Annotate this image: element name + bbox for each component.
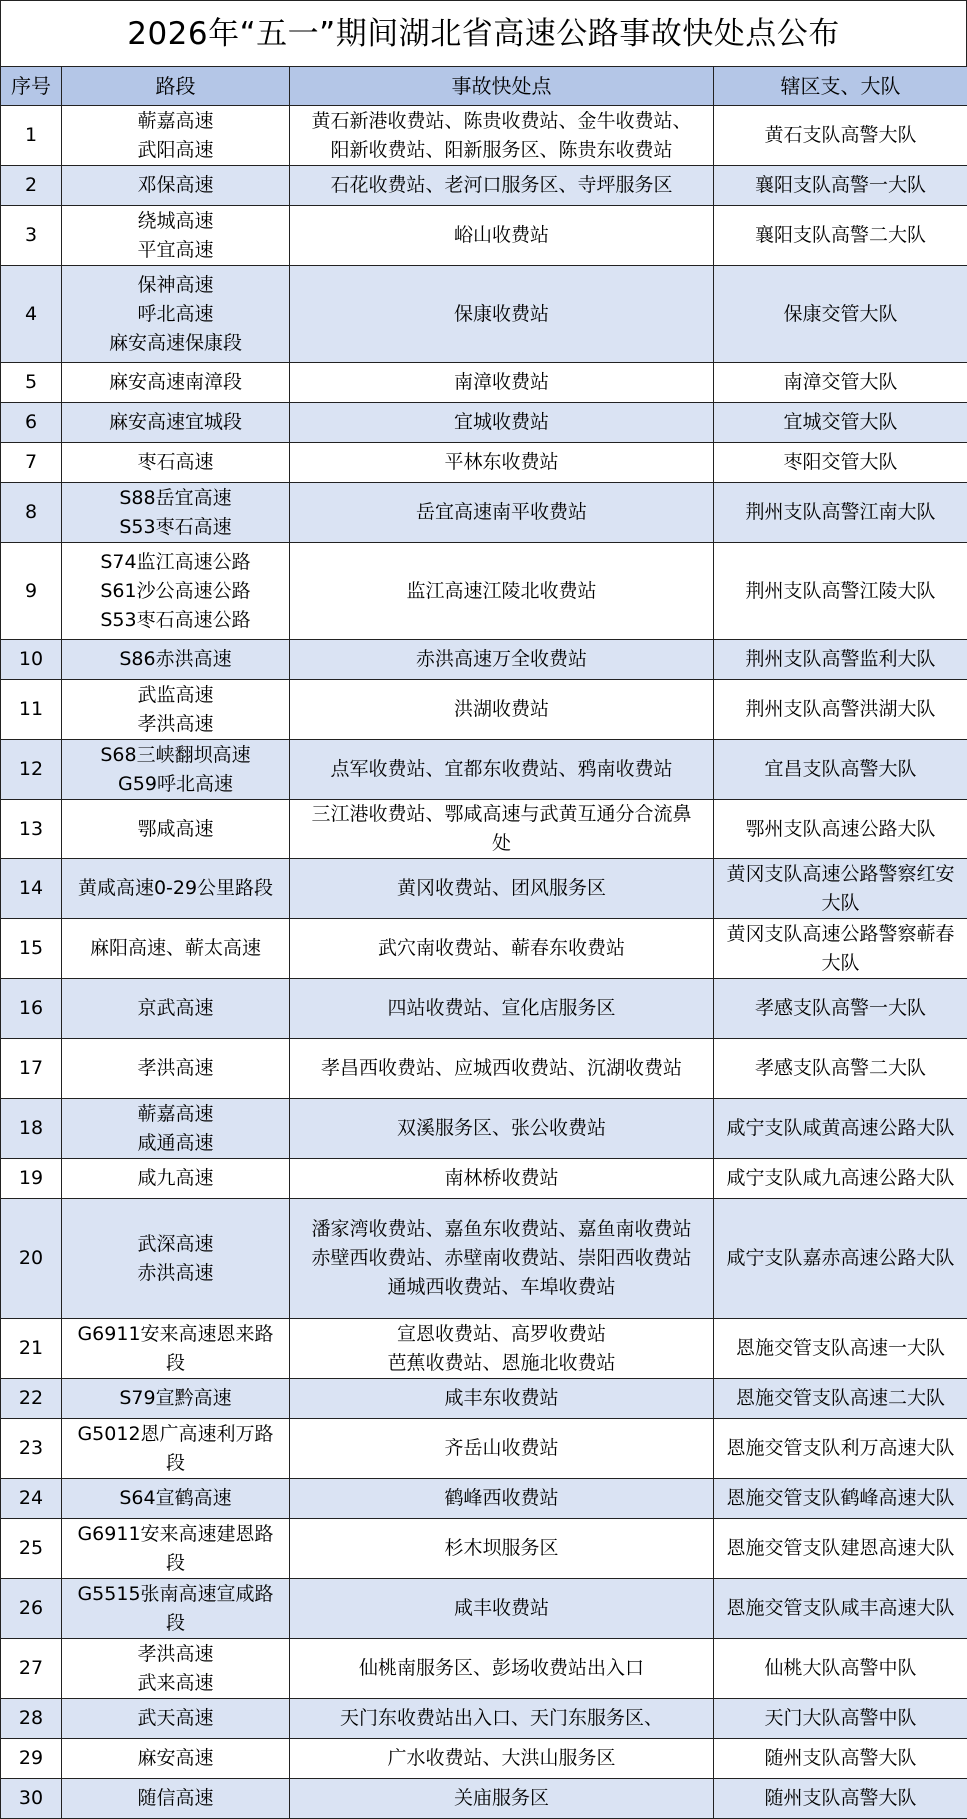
cell-unit-line: 恩施交管支队利万高速大队 xyxy=(716,1434,965,1463)
cell-unit-line: 恩施交管支队建恩高速大队 xyxy=(716,1534,965,1563)
cell-road-line: 绕城高速 xyxy=(64,207,287,236)
cell-points xyxy=(290,1579,714,1639)
cell-points xyxy=(290,800,714,859)
table-row xyxy=(1,740,967,800)
cell-unit xyxy=(714,1379,967,1419)
cell-road-line: 咸通高速 xyxy=(64,1129,287,1158)
cell-points-line: 石花收费站、老河口服务区、寺坪服务区 xyxy=(292,171,711,200)
cell-points-line: 峪山收费站 xyxy=(292,221,711,250)
cell-points xyxy=(290,740,714,800)
cell-points-line: 关庙服务区 xyxy=(292,1784,711,1813)
cell-no: 15 xyxy=(1,919,62,979)
cell-unit-line: 咸宁支队咸九高速公路大队 xyxy=(716,1164,965,1193)
cell-road-line: 武深高速 xyxy=(64,1230,287,1259)
cell-road-line: 段 xyxy=(64,1549,287,1578)
table-row xyxy=(1,443,967,483)
table-row xyxy=(1,1639,967,1699)
cell-road-line: 段 xyxy=(64,1449,287,1478)
table-row xyxy=(1,363,967,403)
table-row xyxy=(1,1039,967,1099)
cell-points xyxy=(290,1779,714,1819)
cell-points-line: 平林东收费站 xyxy=(292,448,711,477)
cell-unit-line: 大队 xyxy=(716,949,965,978)
cell-road xyxy=(62,800,290,859)
cell-road-line: 蕲嘉高速 xyxy=(64,1100,287,1129)
cell-unit xyxy=(714,1039,967,1099)
cell-points xyxy=(290,1379,714,1419)
cell-road xyxy=(62,1639,290,1699)
cell-points-line: 鹤峰西收费站 xyxy=(292,1484,711,1513)
cell-road-line: 保神高速 xyxy=(64,271,287,300)
cell-points xyxy=(290,166,714,206)
cell-points-line: 通城西收费站、车埠收费站 xyxy=(292,1273,711,1302)
cell-points xyxy=(290,1699,714,1739)
table-row xyxy=(1,166,967,206)
cell-road xyxy=(62,206,290,266)
table-row xyxy=(1,979,967,1039)
cell-unit-line: 大队 xyxy=(716,889,965,918)
cell-road xyxy=(62,979,290,1039)
cell-unit xyxy=(714,1639,967,1699)
cell-road xyxy=(62,919,290,979)
cell-points xyxy=(290,1319,714,1379)
cell-unit-line: 黄石支队高警大队 xyxy=(716,121,965,150)
cell-unit-line: 荆州支队高警监利大队 xyxy=(716,645,965,674)
cell-points xyxy=(290,1039,714,1099)
cell-unit-line: 宜城交管大队 xyxy=(716,408,965,437)
cell-unit-line: 天门大队高警中队 xyxy=(716,1704,965,1733)
cell-road xyxy=(62,1039,290,1099)
header-unit: 辖区支、大队 xyxy=(714,67,967,106)
table-row xyxy=(1,1519,967,1579)
cell-road-line: S86赤洪高速 xyxy=(64,645,287,674)
cell-road xyxy=(62,1519,290,1579)
cell-unit-line: 孝感支队高警二大队 xyxy=(716,1054,965,1083)
cell-no: 27 xyxy=(1,1639,62,1699)
table-row xyxy=(1,206,967,266)
cell-road xyxy=(62,1099,290,1159)
cell-unit-line: 襄阳支队高警二大队 xyxy=(716,221,965,250)
cell-points xyxy=(290,1099,714,1159)
cell-points-line: 黄冈收费站、团风服务区 xyxy=(292,874,711,903)
cell-points-line: 广水收费站、大洪山服务区 xyxy=(292,1744,711,1773)
cell-no: 14 xyxy=(1,859,62,919)
header-no: 序号 xyxy=(1,67,62,106)
cell-road-line: G6911安来高速恩来路 xyxy=(64,1320,287,1349)
table-row xyxy=(1,1099,967,1159)
cell-road xyxy=(62,1319,290,1379)
cell-unit xyxy=(714,640,967,680)
cell-road-line: 段 xyxy=(64,1349,287,1378)
cell-points-line: 齐岳山收费站 xyxy=(292,1434,711,1463)
cell-points xyxy=(290,1419,714,1479)
cell-road-line: 赤洪高速 xyxy=(64,1259,287,1288)
cell-points-line: 黄石新港收费站、陈贵收费站、金牛收费站、 xyxy=(292,107,711,136)
cell-unit xyxy=(714,1319,967,1379)
cell-points xyxy=(290,363,714,403)
cell-unit-line: 宜昌支队高警大队 xyxy=(716,755,965,784)
cell-points xyxy=(290,206,714,266)
cell-points-line: 仙桃南服务区、彭场收费站出入口 xyxy=(292,1654,711,1683)
cell-road-line: S68三峡翻坝高速 xyxy=(64,741,287,770)
cell-unit xyxy=(714,106,967,166)
cell-road-line: S53枣石高速公路 xyxy=(64,606,287,635)
table-row xyxy=(1,1779,967,1819)
table-row xyxy=(1,266,967,363)
table-row xyxy=(1,1319,967,1379)
cell-points-line: 点军收费站、宜都东收费站、鸦南收费站 xyxy=(292,755,711,784)
cell-unit-line: 恩施交管支队咸丰高速大队 xyxy=(716,1594,965,1623)
cell-unit-line: 南漳交管大队 xyxy=(716,368,965,397)
cell-road xyxy=(62,1479,290,1519)
cell-points xyxy=(290,640,714,680)
cell-unit xyxy=(714,919,967,979)
cell-points-line: 四站收费站、宣化店服务区 xyxy=(292,994,711,1023)
cell-road xyxy=(62,1739,290,1779)
cell-road-line: 武监高速 xyxy=(64,681,287,710)
table-row xyxy=(1,543,967,640)
cell-no: 9 xyxy=(1,543,62,640)
cell-road-line: S61沙公高速公路 xyxy=(64,577,287,606)
cell-points xyxy=(290,403,714,443)
cell-no: 2 xyxy=(1,166,62,206)
cell-road xyxy=(62,1379,290,1419)
cell-points-line: 赤洪高速万全收费站 xyxy=(292,645,711,674)
cell-road-line: 黄咸高速0-29公里路段 xyxy=(64,874,287,903)
cell-points xyxy=(290,266,714,363)
cell-no: 1 xyxy=(1,106,62,166)
table-row xyxy=(1,1199,967,1319)
header-points: 事故快处点 xyxy=(290,67,714,106)
table-body xyxy=(1,106,967,1819)
cell-unit-line: 鄂州支队高速公路大队 xyxy=(716,815,965,844)
cell-no: 29 xyxy=(1,1739,62,1779)
cell-points-line: 洪湖收费站 xyxy=(292,695,711,724)
table-row xyxy=(1,483,967,543)
cell-road xyxy=(62,1779,290,1819)
cell-road-line: S64宣鹤高速 xyxy=(64,1484,287,1513)
cell-road-line: S79宣黔高速 xyxy=(64,1384,287,1413)
cell-no: 19 xyxy=(1,1159,62,1199)
cell-no: 24 xyxy=(1,1479,62,1519)
cell-points xyxy=(290,543,714,640)
cell-road-line: 枣石高速 xyxy=(64,448,287,477)
cell-points xyxy=(290,483,714,543)
cell-points-line: 咸丰收费站 xyxy=(292,1594,711,1623)
cell-unit xyxy=(714,1479,967,1519)
cell-points-line: 武穴南收费站、蕲春东收费站 xyxy=(292,934,711,963)
cell-points xyxy=(290,1159,714,1199)
cell-road xyxy=(62,363,290,403)
cell-road-line: 随信高速 xyxy=(64,1784,287,1813)
cell-points-line: 孝昌西收费站、应城西收费站、沉湖收费站 xyxy=(292,1054,711,1083)
cell-points-line: 宣恩收费站、高罗收费站 xyxy=(292,1320,711,1349)
header-road: 路段 xyxy=(62,67,290,106)
cell-points-line: 监江高速江陵北收费站 xyxy=(292,577,711,606)
cell-no: 16 xyxy=(1,979,62,1039)
cell-no: 28 xyxy=(1,1699,62,1739)
cell-unit xyxy=(714,266,967,363)
cell-road-line: 蕲嘉高速 xyxy=(64,107,287,136)
table-row xyxy=(1,859,967,919)
cell-unit xyxy=(714,1579,967,1639)
cell-road xyxy=(62,166,290,206)
cell-points-line: 三江港收费站、鄂咸高速与武黄互通分合流鼻 xyxy=(292,800,711,829)
cell-points-line: 咸丰东收费站 xyxy=(292,1384,711,1413)
cell-road xyxy=(62,443,290,483)
cell-points xyxy=(290,979,714,1039)
cell-road-line: 孝洪高速 xyxy=(64,710,287,739)
cell-road xyxy=(62,640,290,680)
cell-no: 3 xyxy=(1,206,62,266)
cell-unit-line: 孝感支队高警一大队 xyxy=(716,994,965,1023)
cell-road xyxy=(62,680,290,740)
cell-road-line: 平宜高速 xyxy=(64,236,287,265)
cell-unit-line: 随州支队高警大队 xyxy=(716,1784,965,1813)
cell-unit-line: 荆州支队高警洪湖大队 xyxy=(716,695,965,724)
cell-unit-line: 咸宁支队嘉赤高速公路大队 xyxy=(716,1244,965,1273)
cell-unit xyxy=(714,1519,967,1579)
cell-points xyxy=(290,859,714,919)
cell-road-line: G5515张南高速宣咸路 xyxy=(64,1580,287,1609)
cell-road-line: S74监江高速公路 xyxy=(64,548,287,577)
table-row xyxy=(1,403,967,443)
cell-road-line: 邓保高速 xyxy=(64,171,287,200)
cell-road xyxy=(62,740,290,800)
cell-no: 13 xyxy=(1,800,62,859)
cell-points-line: 保康收费站 xyxy=(292,300,711,329)
table-row xyxy=(1,1159,967,1199)
cell-road xyxy=(62,1419,290,1479)
cell-road-line: G5012恩广高速利万路 xyxy=(64,1420,287,1449)
cell-road-line: 麻阳高速、蕲太高速 xyxy=(64,934,287,963)
cell-road-line: 武天高速 xyxy=(64,1704,287,1733)
table-row xyxy=(1,1419,967,1479)
table-row xyxy=(1,680,967,740)
cell-points xyxy=(290,1639,714,1699)
cell-road-line: 麻安高速宜城段 xyxy=(64,408,287,437)
cell-points xyxy=(290,919,714,979)
cell-no: 8 xyxy=(1,483,62,543)
cell-road-line: 京武高速 xyxy=(64,994,287,1023)
cell-road-line: 麻安高速保康段 xyxy=(64,329,287,358)
table-row xyxy=(1,800,967,859)
cell-unit-line: 恩施交管支队高速一大队 xyxy=(716,1334,965,1363)
header-row xyxy=(1,67,967,106)
cell-points-line: 天门东收费站出入口、天门东服务区、 xyxy=(292,1704,711,1733)
cell-points xyxy=(290,106,714,166)
table-row xyxy=(1,1699,967,1739)
cell-no: 4 xyxy=(1,266,62,363)
cell-road-line: G6911安来高速建恩路 xyxy=(64,1520,287,1549)
cell-unit xyxy=(714,543,967,640)
cell-points-line: 宜城收费站 xyxy=(292,408,711,437)
cell-road-line: S53枣石高速 xyxy=(64,513,287,542)
cell-road xyxy=(62,106,290,166)
table-row xyxy=(1,919,967,979)
cell-no: 18 xyxy=(1,1099,62,1159)
cell-no: 5 xyxy=(1,363,62,403)
table-row xyxy=(1,1579,967,1639)
cell-no: 20 xyxy=(1,1199,62,1319)
cell-unit xyxy=(714,1199,967,1319)
cell-road xyxy=(62,1199,290,1319)
cell-no: 7 xyxy=(1,443,62,483)
cell-points-line: 杉木坝服务区 xyxy=(292,1534,711,1563)
cell-unit-line: 咸宁支队咸黄高速公路大队 xyxy=(716,1114,965,1143)
cell-no: 6 xyxy=(1,403,62,443)
cell-no: 26 xyxy=(1,1579,62,1639)
cell-road-line: 孝洪高速 xyxy=(64,1640,287,1669)
cell-road-line: G59呼北高速 xyxy=(64,770,287,799)
cell-points-line: 阳新收费站、阳新服务区、陈贵东收费站 xyxy=(292,136,711,165)
cell-unit-line: 枣阳交管大队 xyxy=(716,448,965,477)
cell-road xyxy=(62,403,290,443)
cell-points-line: 赤壁西收费站、赤壁南收费站、崇阳西收费站 xyxy=(292,1244,711,1273)
cell-unit xyxy=(714,1159,967,1199)
cell-unit xyxy=(714,403,967,443)
cell-no: 11 xyxy=(1,680,62,740)
cell-road-line: 鄂咸高速 xyxy=(64,815,287,844)
cell-road-line: 武来高速 xyxy=(64,1669,287,1698)
cell-points xyxy=(290,1199,714,1319)
table-row xyxy=(1,106,967,166)
cell-no: 12 xyxy=(1,740,62,800)
cell-road-line: 武阳高速 xyxy=(64,136,287,165)
cell-points-line: 处 xyxy=(292,829,711,858)
cell-road-line: 呼北高速 xyxy=(64,300,287,329)
cell-road xyxy=(62,483,290,543)
cell-unit-line: 恩施交管支队高速二大队 xyxy=(716,1384,965,1413)
table-title: 2026年“五一”期间湖北省高速公路事故快处点公布 xyxy=(0,0,967,66)
cell-points xyxy=(290,1519,714,1579)
cell-unit xyxy=(714,1419,967,1479)
cell-points-line: 芭蕉收费站、恩施北收费站 xyxy=(292,1349,711,1378)
cell-points xyxy=(290,680,714,740)
cell-no: 21 xyxy=(1,1319,62,1379)
cell-unit-line: 黄冈支队高速公路警察蕲春 xyxy=(716,920,965,949)
cell-unit-line: 恩施交管支队鹤峰高速大队 xyxy=(716,1484,965,1513)
cell-unit-line: 保康交管大队 xyxy=(716,300,965,329)
cell-road-line: S88岳宜高速 xyxy=(64,484,287,513)
cell-unit-line: 随州支队高警大队 xyxy=(716,1744,965,1773)
cell-points xyxy=(290,1479,714,1519)
cell-unit-line: 襄阳支队高警一大队 xyxy=(716,171,965,200)
cell-points xyxy=(290,1739,714,1779)
accident-points-table xyxy=(0,66,967,1819)
cell-unit xyxy=(714,363,967,403)
cell-road xyxy=(62,543,290,640)
cell-unit xyxy=(714,859,967,919)
cell-unit xyxy=(714,680,967,740)
cell-unit xyxy=(714,740,967,800)
cell-no: 17 xyxy=(1,1039,62,1099)
table-row xyxy=(1,1379,967,1419)
cell-no: 10 xyxy=(1,640,62,680)
cell-points-line: 南漳收费站 xyxy=(292,368,711,397)
cell-road-line: 孝洪高速 xyxy=(64,1054,287,1083)
cell-unit xyxy=(714,1739,967,1779)
cell-points-line: 潘家湾收费站、嘉鱼东收费站、嘉鱼南收费站 xyxy=(292,1215,711,1244)
cell-no: 22 xyxy=(1,1379,62,1419)
cell-unit-line: 仙桃大队高警中队 xyxy=(716,1654,965,1683)
cell-road xyxy=(62,859,290,919)
table-row xyxy=(1,640,967,680)
cell-road-line: 咸九高速 xyxy=(64,1164,287,1193)
cell-unit xyxy=(714,1699,967,1739)
cell-points xyxy=(290,443,714,483)
table-row xyxy=(1,1479,967,1519)
cell-road-line: 麻安高速南漳段 xyxy=(64,368,287,397)
cell-road xyxy=(62,1159,290,1199)
cell-unit-line: 荆州支队高警江陵大队 xyxy=(716,577,965,606)
cell-road-line: 麻安高速 xyxy=(64,1744,287,1773)
table-row xyxy=(1,1739,967,1779)
cell-unit xyxy=(714,800,967,859)
cell-unit xyxy=(714,1099,967,1159)
cell-unit-line: 荆州支队高警江南大队 xyxy=(716,498,965,527)
cell-points-line: 岳宜高速南平收费站 xyxy=(292,498,711,527)
cell-points-line: 双溪服务区、张公收费站 xyxy=(292,1114,711,1143)
cell-no: 25 xyxy=(1,1519,62,1579)
cell-no: 23 xyxy=(1,1419,62,1479)
cell-unit-line: 黄冈支队高速公路警察红安 xyxy=(716,860,965,889)
cell-points-line: 南林桥收费站 xyxy=(292,1164,711,1193)
cell-road xyxy=(62,266,290,363)
cell-no: 30 xyxy=(1,1779,62,1819)
cell-unit xyxy=(714,443,967,483)
cell-road xyxy=(62,1699,290,1739)
cell-unit xyxy=(714,1779,967,1819)
cell-unit xyxy=(714,979,967,1039)
cell-unit xyxy=(714,483,967,543)
cell-road-line: 段 xyxy=(64,1609,287,1638)
cell-road xyxy=(62,1579,290,1639)
cell-unit xyxy=(714,206,967,266)
cell-unit xyxy=(714,166,967,206)
